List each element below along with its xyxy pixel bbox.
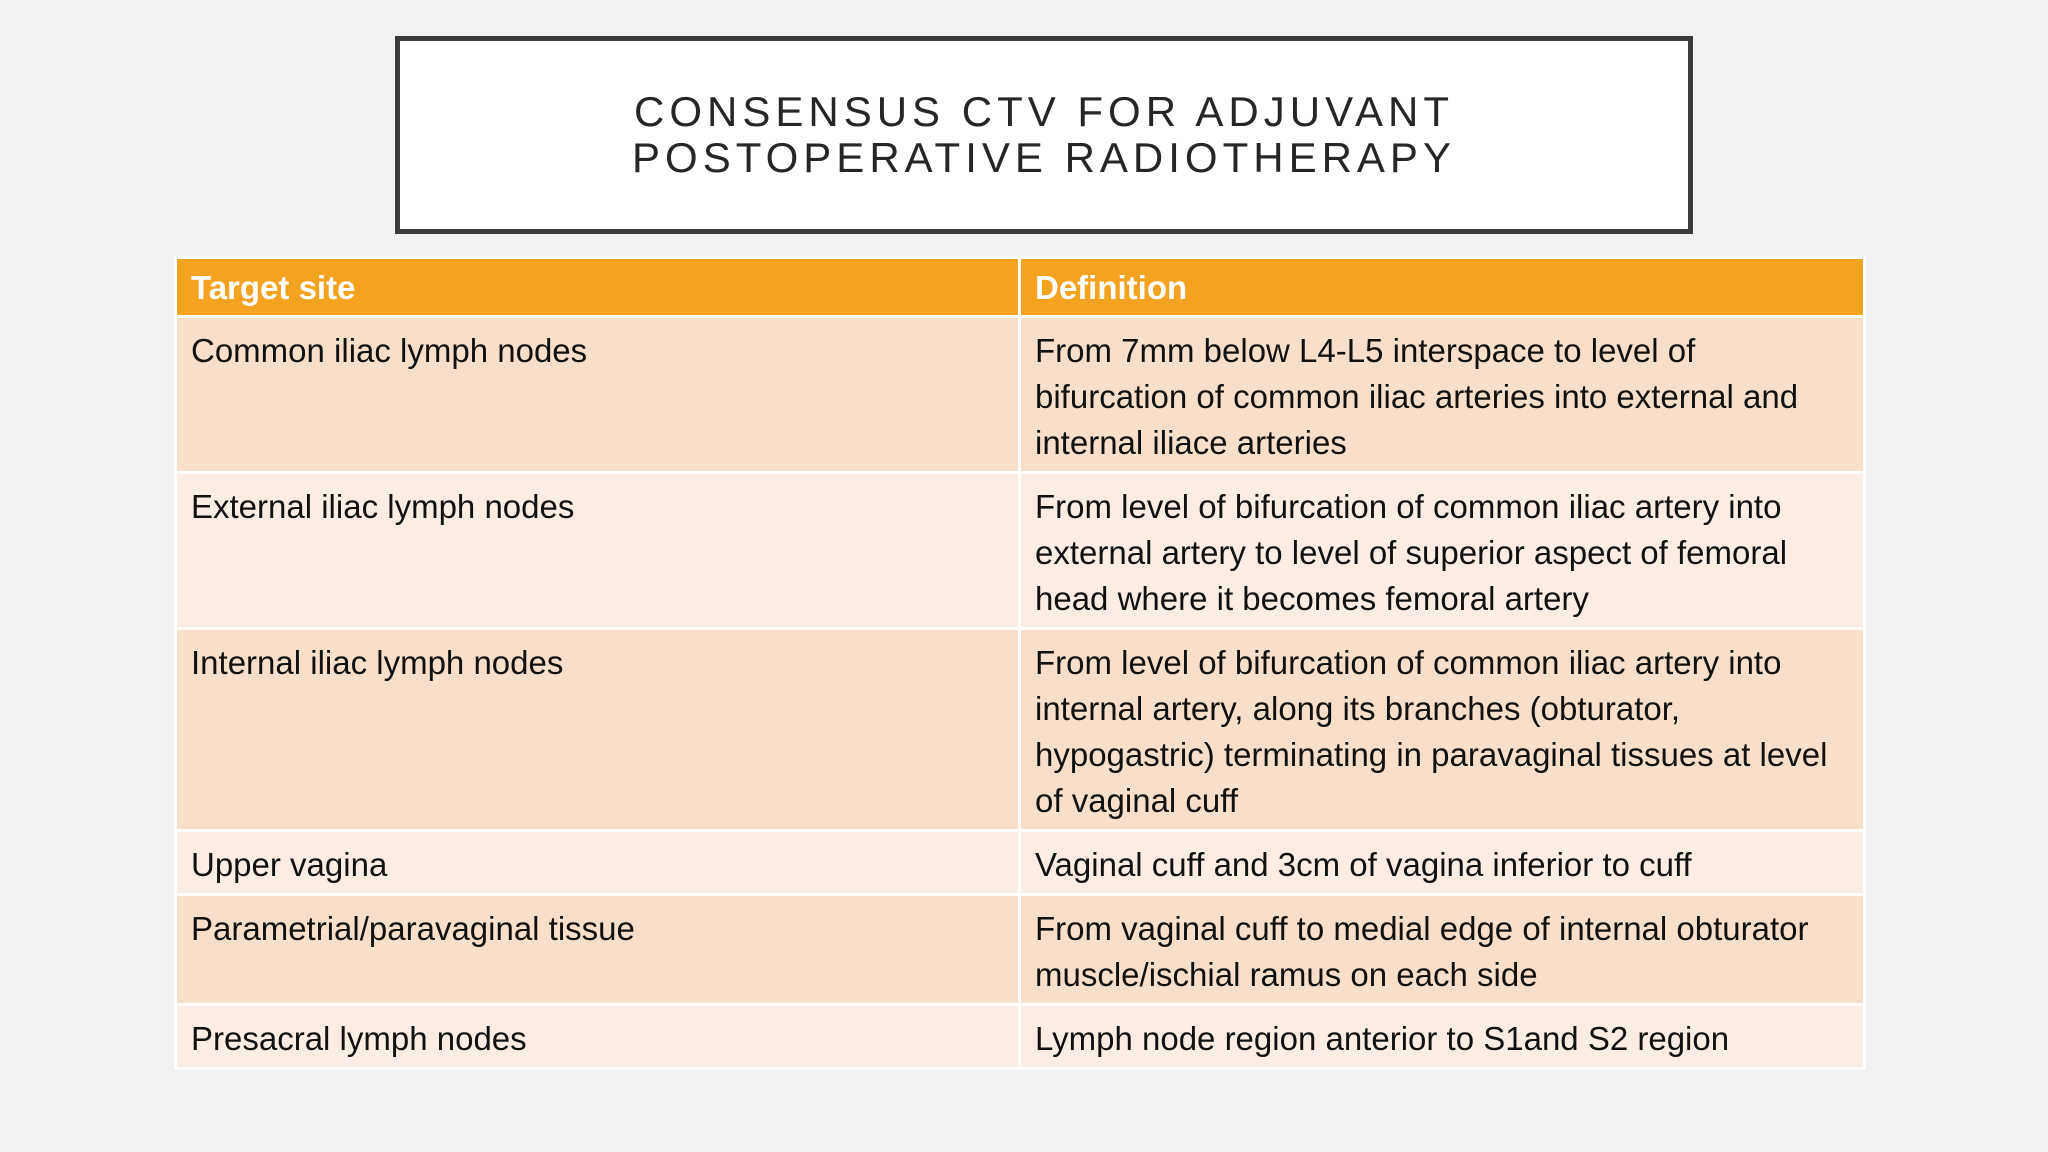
target-site-cell: Presacral lymph nodes <box>176 1005 1020 1069</box>
definition-cell: From level of bifurcation of common iliac artery into external artery to level of superior aspect of femoral head where it becomes femoral artery <box>1020 473 1865 629</box>
definition-cell: Lymph node region anterior to S1and S2 region <box>1020 1005 1865 1069</box>
target-site-cell: Upper vagina <box>176 831 1020 895</box>
ctv-table <box>174 256 1866 1070</box>
ctv-table-container <box>174 256 1863 1070</box>
header-definition: Definition <box>1020 258 1865 317</box>
table-row <box>176 473 1865 629</box>
table-header-row <box>176 258 1865 317</box>
definition-cell: From level of bifurcation of common iliac artery into internal artery, along its branches (obturator, hypogastric) terminating in paravaginal tissues at level of vaginal cuff <box>1020 629 1865 831</box>
target-site-cell: Internal iliac lymph nodes <box>176 629 1020 831</box>
target-site-cell: External iliac lymph nodes <box>176 473 1020 629</box>
table-row <box>176 317 1865 473</box>
table-row <box>176 895 1865 1005</box>
title-box <box>395 36 1693 234</box>
header-target-site: Target site <box>176 258 1020 317</box>
target-site-cell: Common iliac lymph nodes <box>176 317 1020 473</box>
definition-cell: From 7mm below L4-L5 interspace to level of bifurcation of common iliac arteries into external and internal iliace arteries <box>1020 317 1865 473</box>
table-row <box>176 629 1865 831</box>
slide-title: CONSENSUS CTV FOR ADJUVANT POSTOPERATIVE RADIOTHERAPY <box>632 88 1456 181</box>
definition-cell: Vaginal cuff and 3cm of vagina inferior to cuff <box>1020 831 1865 895</box>
table-row <box>176 831 1865 895</box>
definition-cell: From vaginal cuff to medial edge of internal obturator muscle/ischial ramus on each side <box>1020 895 1865 1005</box>
table-row <box>176 1005 1865 1069</box>
target-site-cell: Parametrial/paravaginal tissue <box>176 895 1020 1005</box>
